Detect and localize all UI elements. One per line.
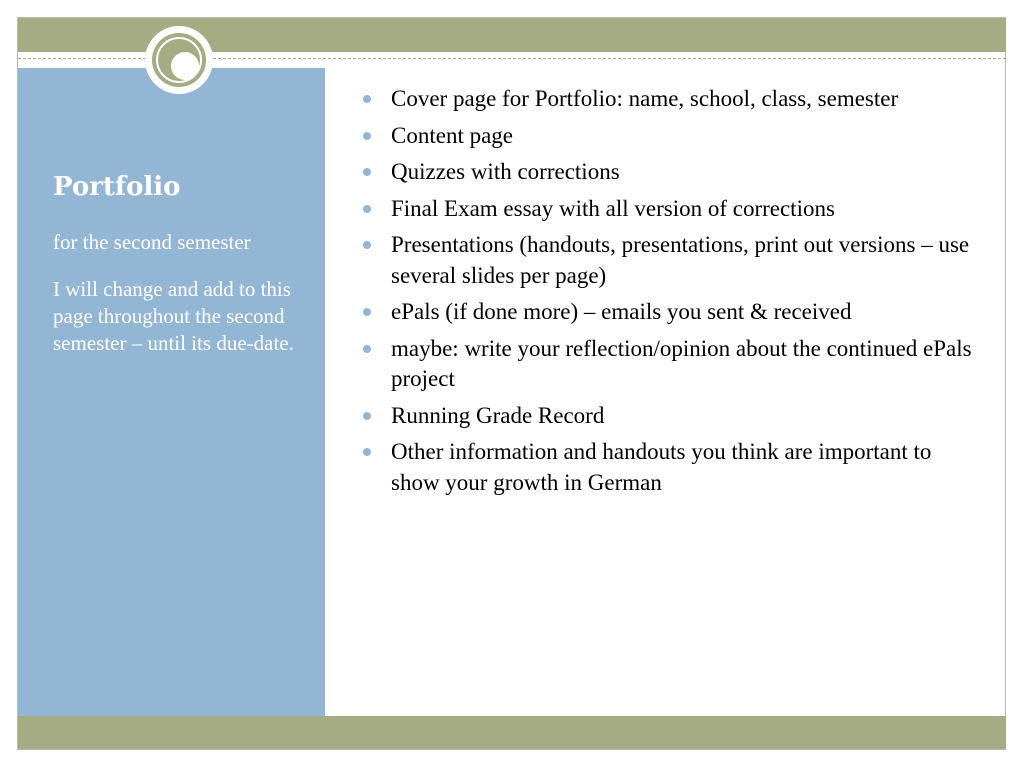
bullet-text: Final Exam essay with all version of corrections <box>391 195 835 221</box>
title-sidebar <box>18 68 325 716</box>
circle-bullet-icon <box>363 95 371 103</box>
circle-bullet-icon <box>363 241 371 249</box>
slide-note: I will change and add to this page throughout the second semester – until its due-date. <box>53 277 294 355</box>
bullet-text: ePals (if done more) – emails you sent & received <box>391 299 852 324</box>
circle-bullet-icon <box>363 345 371 353</box>
circle-bullet-icon <box>363 205 371 213</box>
bullet-text: Quizzes with corrections <box>391 159 620 184</box>
list-item <box>362 334 982 395</box>
bullet-list <box>362 84 982 504</box>
bullet-text: Presentations (handouts, presentations, print out versions – use several slides per page) <box>391 232 970 288</box>
list-item <box>362 121 982 152</box>
list-item <box>362 230 982 291</box>
circle-emblem-icon <box>145 26 213 94</box>
list-item <box>362 157 982 188</box>
bottom-accent-bar <box>18 716 1006 749</box>
slide-title: Portfolio <box>53 172 181 202</box>
slide-subtitle: for the second semester <box>53 230 251 254</box>
bullet-text: maybe: write your reflection/opinion about the continued ePals project <box>391 335 972 391</box>
list-item <box>362 437 982 498</box>
list-item <box>362 401 982 432</box>
bullet-text: Other information and handouts you think are important to show your growth in German <box>391 439 932 495</box>
circle-bullet-icon <box>363 132 371 140</box>
bullet-text: Content page <box>391 122 513 148</box>
circle-bullet-icon <box>363 168 371 176</box>
bullet-text: Running Grade Record <box>391 402 605 428</box>
bullet-text: Cover page for Portfolio: name, school, class, semester <box>391 86 899 111</box>
circle-bullet-icon <box>363 308 371 316</box>
list-item <box>362 297 982 328</box>
emblem-ring <box>152 33 206 87</box>
emblem-center <box>171 52 199 80</box>
emblem-inner-ring <box>156 37 202 83</box>
circle-bullet-icon <box>363 412 371 420</box>
circle-bullet-icon <box>363 448 371 456</box>
list-item <box>362 84 982 115</box>
list-item <box>362 194 982 225</box>
